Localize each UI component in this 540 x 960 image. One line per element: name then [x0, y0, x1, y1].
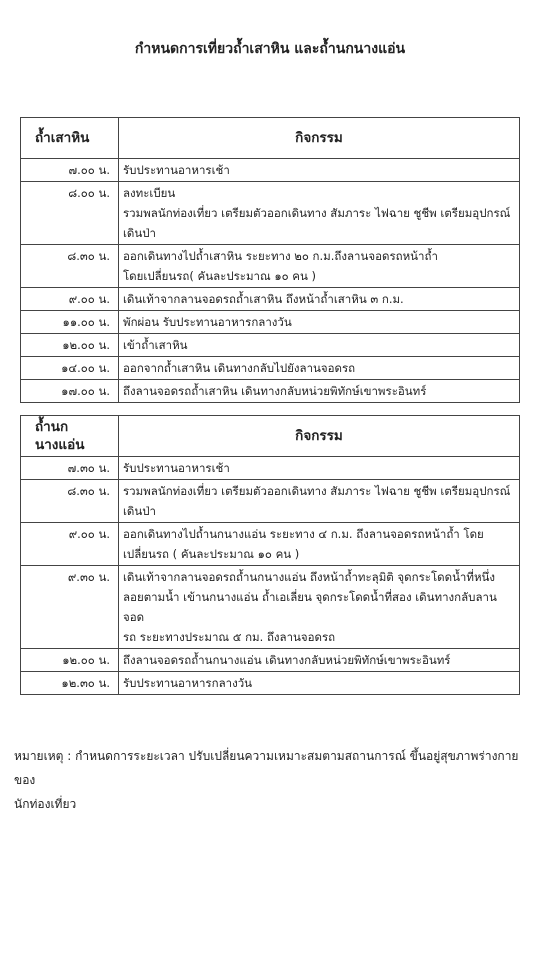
activity-cell — [119, 480, 520, 523]
table-row — [21, 649, 520, 672]
activity-line: เข้าถ้ำเสาหิน — [123, 338, 188, 352]
table-row — [21, 311, 520, 334]
time-cell: ๙.๓๐ น. — [21, 566, 119, 649]
table-row — [21, 457, 520, 480]
activity-cell — [119, 288, 520, 311]
time-cell: ๑๒.๐๐ น. — [21, 334, 119, 357]
activity-line: รถ ระยะทางประมาณ ๕ กม. ถึงลานจอดรถ — [123, 630, 336, 644]
activity-line: รับประทานอาหารเช้า — [123, 461, 230, 475]
activity-column-header: กิจกรรม — [119, 416, 520, 457]
table-row — [21, 334, 520, 357]
time-cell: ๑๒.๐๐ น. — [21, 649, 119, 672]
activity-cell — [119, 523, 520, 566]
time-cell: ๘.๓๐ น. — [21, 480, 119, 523]
table-row — [21, 182, 520, 245]
time-cell: ๑๗.๐๐ น. — [21, 380, 119, 403]
time-cell: ๗.๐๐ น. — [21, 159, 119, 182]
time-cell: ๗.๓๐ น. — [21, 457, 119, 480]
activity-line: เดินเท้าจากลานจอดรถถ้ำนกนางแอ่น ถึงหน้าถ้ำทะลุมิติ จุดกระโดดน้ำที่หนึ่ง — [123, 570, 496, 584]
table-body — [21, 159, 520, 403]
activity-cell — [119, 672, 520, 695]
activity-cell — [119, 380, 520, 403]
activity-line: ถึงลานจอดรถถ้ำนกนางแอ่น เดินทางกลับหน่วยพิทักษ์เขาพระอินทร์ — [123, 653, 451, 667]
time-cell: ๑๔.๐๐ น. — [21, 357, 119, 380]
nok-nang-aen-cave-schedule-table — [20, 415, 520, 695]
activity-line: เดินเท้าจากลานจอดรถถ้ำเสาหิน ถึงหน้าถ้ำเสาหิน ๓ ก.ม. — [123, 292, 404, 306]
remark-line: หมายเหตุ : กำหนดการระยะเวลา ปรับเปลี่ยนความเหมาะสมตามสถานการณ์ ขึ้นอยู่สุขภาพร่างกายของ — [14, 749, 519, 787]
time-cell: ๘.๐๐ น. — [21, 182, 119, 245]
activity-line: โดยเปลี่ยนรถ( คันละประมาณ ๑๐ คน ) — [123, 269, 317, 283]
activity-line: ออกเดินทางไปถ้ำเสาหิน ระยะทาง ๒๐ ก.ม.ถึงลานจอดรถหน้าถ้ำ — [123, 249, 438, 263]
activity-cell — [119, 566, 520, 649]
activity-cell — [119, 357, 520, 380]
table-row — [21, 245, 520, 288]
table-row — [21, 159, 520, 182]
remark-note — [14, 744, 526, 816]
page-title: กำหนดการเที่ยวถ้ำเสาหิน และถ้ำนกนางแอ่น — [134, 41, 406, 57]
activity-line: รับประทานอาหารกลางวัน — [123, 676, 253, 690]
activity-cell — [119, 182, 520, 245]
table-row — [21, 566, 520, 649]
activity-cell — [119, 311, 520, 334]
table-row — [21, 672, 520, 695]
table-body — [21, 457, 520, 695]
time-cell: ๘.๓๐ น. — [21, 245, 119, 288]
activity-line: ออกเดินทางไปถ้ำนกนางแอ่น ระยะทาง ๔ ก.ม. ถึงลานจอดรถหน้าถ้ำ โดย — [123, 527, 484, 541]
table-header-row — [21, 118, 520, 159]
activity-line: รับประทานอาหารเช้า — [123, 163, 230, 177]
table-row — [21, 480, 520, 523]
table-row — [21, 357, 520, 380]
time-column-header: ถ้ำเสาหิน — [21, 118, 119, 159]
remark-line: นักท่องเที่ยว — [14, 797, 77, 811]
sao-hin-cave-schedule-table — [20, 117, 520, 403]
table-row — [21, 288, 520, 311]
activity-line: พักผ่อน รับประทานอาหารกลางวัน — [123, 315, 292, 329]
time-cell: ๙.๐๐ น. — [21, 523, 119, 566]
activity-cell — [119, 457, 520, 480]
time-column-header: ถ้ำนกนางแอ่น — [21, 416, 119, 457]
activity-line: เดินป่า — [123, 226, 157, 240]
activity-cell — [119, 245, 520, 288]
table-row — [21, 380, 520, 403]
table-row — [21, 523, 520, 566]
activity-line: ลอยตามน้ำ เข้านกนางแอ่น ถ้ำเอเลี่ยน จุดกระโดดน้ำที่สอง เดินทางกลับลานจอด — [123, 590, 497, 624]
activity-cell — [119, 334, 520, 357]
activity-line: ถึงลานจอดรถถ้ำเสาหิน เดินทางกลับหน่วยพิทักษ์เขาพระอินทร์ — [123, 384, 427, 398]
activity-cell — [119, 159, 520, 182]
activity-column-header: กิจกรรม — [119, 118, 520, 159]
activity-line: รวมพลนักท่องเที่ยว เตรียมตัวออกเดินทาง สัมภาระ ไฟฉาย ชูชีพ เตรียมอุปกรณ์ — [123, 484, 511, 498]
activity-line: เปลี่ยนรถ ( คันละประมาณ ๑๐ คน ) — [123, 547, 300, 561]
activity-line: ลงทะเบียน — [123, 186, 176, 200]
table-header-row — [21, 416, 520, 457]
activity-cell — [119, 649, 520, 672]
activity-line: เดินป่า — [123, 504, 157, 518]
activity-line: ออกจากถ้ำเสาหิน เดินทางกลับไปยังลานจอดรถ — [123, 361, 356, 375]
time-cell: ๑๑.๐๐ น. — [21, 311, 119, 334]
time-cell: ๑๒.๓๐ น. — [21, 672, 119, 695]
time-cell: ๙.๐๐ น. — [21, 288, 119, 311]
activity-line: รวมพลนักท่องเที่ยว เตรียมตัวออกเดินทาง สัมภาระ ไฟฉาย ชูชีพ เตรียมอุปกรณ์ — [123, 206, 511, 220]
